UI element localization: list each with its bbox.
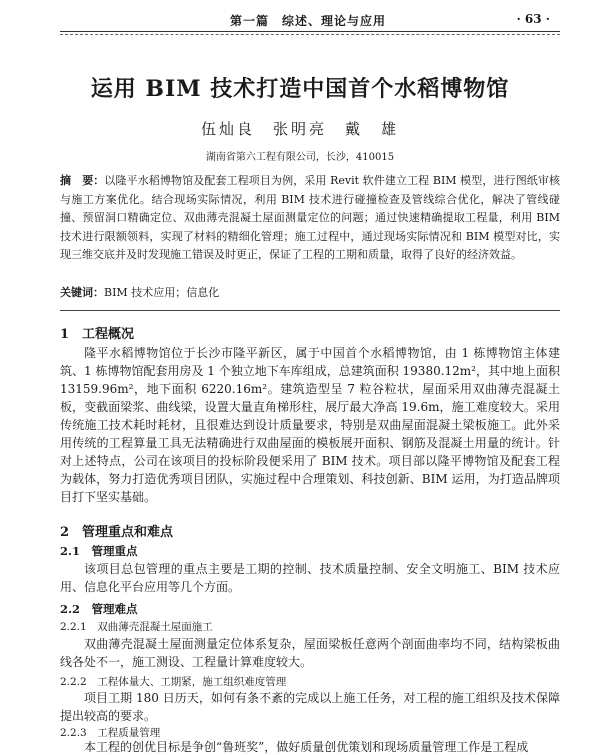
section-2-2-2-heading: 2.2.2 工程体量大、工期紧，施工组织难度管理: [60, 676, 287, 688]
section-2-2-heading: 2.2 管理难点: [60, 602, 138, 616]
section-2-2-3-heading: 2.2.3 工程质量管理: [60, 727, 161, 739]
section-1-paragraph: 隆平水稻博物馆位于长沙市隆平新区，属于中国首个水稻博物馆，由 1 栋博物馆主体建筑、1 栋博物馆配套用房及 1 个独立地下车库组成，总建筑面积 19380.12m²，其中地上面积 13159.96m²，地下面积 6220.16m²。建筑造型呈 7 粒谷粒状，屋面采用双曲薄壳混凝土板，变截面梁浆、曲线梁，设置大量直角梯形柱，展厅最大净高 19.6m，施工难度较大。采用传统施工技术耗时耗材，且很难达到设计质量要求，特别是双曲屋面混凝土梁板施工。此外采用传统的工程算量工具无法精确进行双曲屋面的模板展开面积、钢筋及混凝土用量的统计。针对上述特点，公司在该项目的投标阶段便采用了 BIM 技术。项目部以隆平博物馆及配套工程为载体，努力打造优秀项目团队，实施过程中合理策划、科技创新、BIM 运用，为打造品牌项目打下坚实基础。: [60, 346, 560, 504]
keywords-label: 关键词：: [60, 286, 104, 299]
section-2-2-3-paragraph: 本工程的创优目标是争创“鲁班奖”，做好质量创优策划和现场质量管理工作是工程成: [84, 740, 529, 754]
keywords: [60, 284, 560, 300]
section-1-heading: 1 工程概况: [60, 327, 135, 342]
page-number: · 63 ·: [516, 12, 550, 26]
authors: 伍灿良 张明亮 戴 雄: [200, 120, 399, 138]
abstract-divider: [60, 310, 560, 311]
abstract-label: 摘 要：: [60, 174, 105, 187]
header-rule-dashed: [60, 34, 560, 35]
abstract-text: 以隆平水稻博物馆及配套工程项目为例，采用 Revit 软件建立工程 BIM 模型，进行图纸审核与施工方案优化。结合现场实际情况，利用 BIM 技术进行碰撞检查及管线综合优化，解决了管线碰撞、预留洞口精确定位、双曲薄壳混凝土屋面测量定位的问题；通过快速精确提取工程量，利用 BIM 技术进行限额领料，实现了材料的精细化管理；施工过程中，通过现场实际情况和 BIM 模型对比，实现三维交底并及时发现施工错误及时更正，保证了工程的工期和质量，取得了良好的经济效益。: [60, 174, 561, 261]
section-2-heading: 2 管理重点和难点: [60, 525, 174, 540]
running-title: 第一篇 综述、理论与应用: [230, 14, 387, 28]
section-2-2-2-paragraph: 项目工期 180 日历天，如何有条不紊的完成以上施工任务，对工程的施工组织及技术保障提出较高的要求。: [60, 691, 560, 723]
affiliation: 湖南省第六工程有限公司，长沙，410015: [205, 152, 395, 163]
section-2-2-1-heading: 2.2.1 双曲薄壳混凝土屋面施工: [60, 621, 213, 633]
section-2-2-1-paragraph: 双曲薄壳混凝土屋面测量定位体系复杂，屋面梁板任意两个剖面曲率均不同，结构梁板曲线各处不一，施工测设、工程量计算难度较大。: [60, 637, 560, 669]
section-2-1-paragraph: 该项目总包管理的重点主要是工期的控制、技术质量控制、安全文明施工、BIM 技术应用、信息化平台应用等几个方面。: [60, 562, 560, 594]
header-rule: [60, 31, 560, 32]
paper-title: 运用 BIM 技术打造中国首个水稻博物馆: [90, 76, 510, 102]
abstract: [60, 172, 560, 265]
section-2-1-heading: 2.1 管理重点: [60, 544, 138, 558]
running-head: [60, 10, 560, 32]
keywords-text: BIM 技术应用；信息化: [104, 286, 220, 299]
